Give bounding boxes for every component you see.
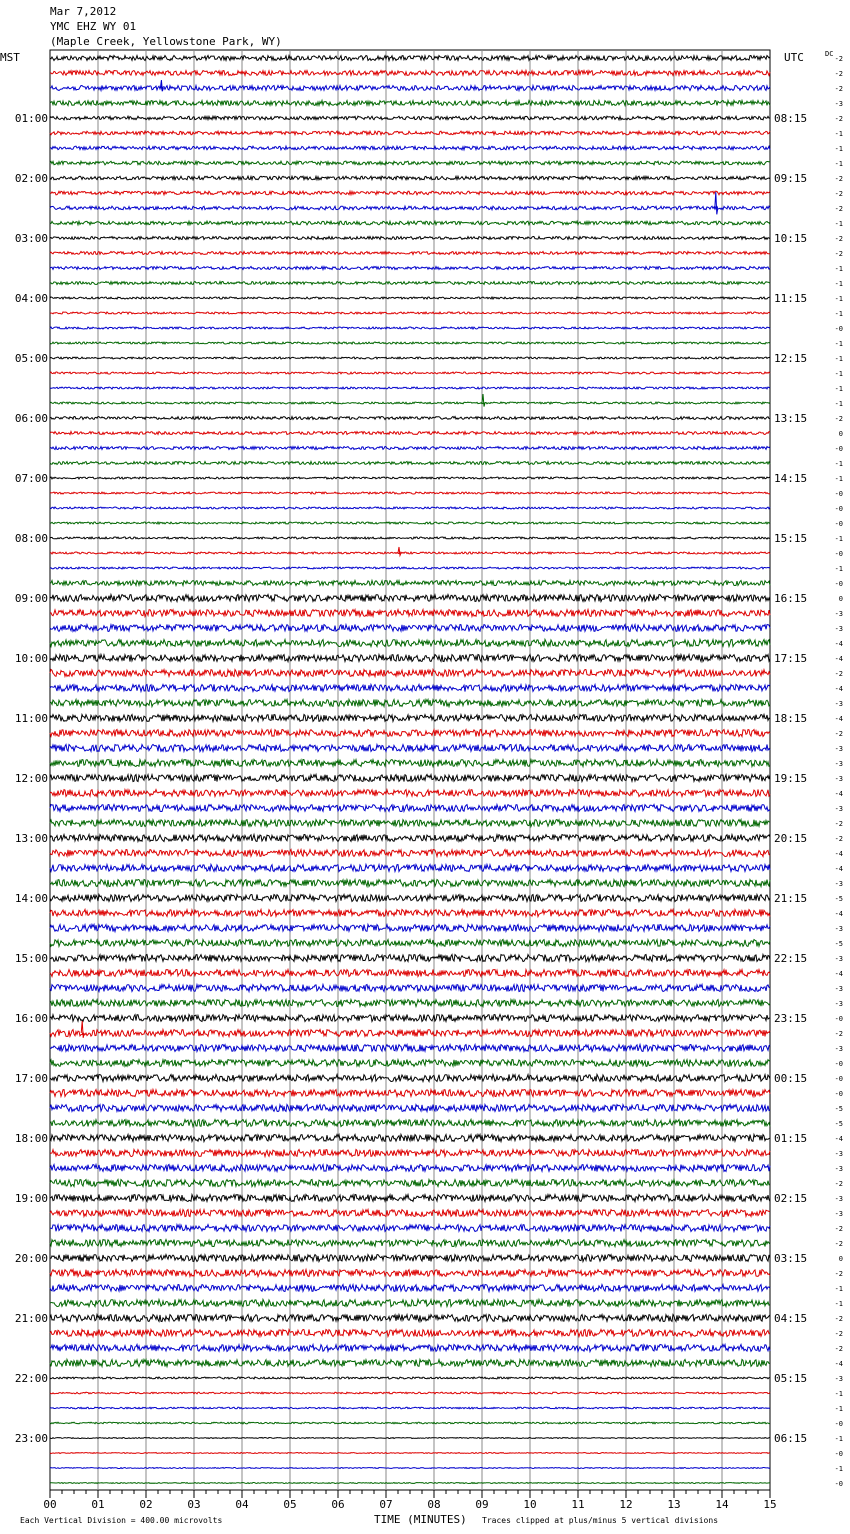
trace-line — [50, 1030, 770, 1037]
mst-hour-label: 09:00 — [14, 592, 48, 605]
utc-hour-label: 13:15 — [774, 412, 808, 425]
trace-line — [50, 1015, 770, 1022]
dc-offset-label: 0 — [838, 595, 843, 603]
dc-offset-label: -5 — [834, 1105, 843, 1113]
trace-line — [50, 970, 770, 977]
x-tick-label: 09 — [475, 1498, 489, 1511]
trace-line — [50, 417, 770, 420]
dc-offset-label: -2 — [834, 235, 843, 243]
dc-offset-label: -4 — [834, 1360, 843, 1368]
utc-hour-label: 20:15 — [774, 832, 808, 845]
dc-offset-label: -3 — [834, 745, 843, 753]
utc-hour-label: 22:15 — [774, 952, 808, 965]
trace-line — [50, 387, 770, 389]
dc-offset-label: -1 — [834, 1300, 843, 1308]
footer-clip-note: Traces clipped at plus/minus 5 vertical divisions — [482, 1516, 719, 1525]
mst-hour-label: 22:00 — [14, 1372, 48, 1385]
dc-offset-label: -3 — [834, 700, 843, 708]
utc-hour-label: 12:15 — [774, 352, 808, 365]
mst-hour-label: 02:00 — [14, 172, 48, 185]
trace-line — [50, 760, 770, 767]
utc-hour-label: 01:15 — [774, 1132, 808, 1145]
trace-line — [50, 1075, 770, 1082]
trace-line — [50, 1438, 770, 1439]
mst-hour-label: 06:00 — [14, 412, 48, 425]
mst-hour-label: 14:00 — [14, 892, 48, 905]
x-tick-label: 03 — [187, 1498, 201, 1511]
mst-hour-label: 21:00 — [14, 1312, 48, 1325]
utc-hour-label: 05:15 — [774, 1372, 808, 1385]
trace-line — [50, 507, 770, 509]
dc-offset-label: -5 — [834, 895, 843, 903]
trace-line — [50, 730, 770, 737]
dc-offset-label: -2 — [834, 1180, 843, 1188]
dc-offset-label: -3 — [834, 1210, 843, 1218]
dc-offset-label: -0 — [834, 1420, 843, 1428]
trace-line — [50, 402, 770, 404]
dc-offset-label: -1 — [834, 1390, 843, 1398]
dc-offset-label: -1 — [834, 565, 843, 573]
dc-offset-label: 0 — [838, 1255, 843, 1263]
trace-line — [50, 372, 770, 374]
trace-line — [50, 267, 770, 270]
trace-line — [50, 1360, 770, 1367]
trace-line — [50, 655, 770, 662]
dc-offset-label: -2 — [834, 1225, 843, 1233]
dc-offset-label: -1 — [834, 1285, 843, 1293]
trace-line — [50, 835, 770, 842]
dc-offset-label: -1 — [834, 340, 843, 348]
dc-offset-label: -2 — [834, 1315, 843, 1323]
trace-line — [50, 985, 770, 992]
dc-offset-label: -1 — [834, 1465, 843, 1473]
trace-line — [50, 567, 770, 569]
utc-hour-label: 04:15 — [774, 1312, 808, 1325]
dc-offset-label: -4 — [834, 910, 843, 918]
trace-line — [50, 700, 770, 707]
trace-line — [50, 206, 770, 210]
dc-offset-label: -1 — [834, 145, 843, 153]
trace-line — [50, 790, 770, 797]
trace-line — [50, 940, 770, 947]
dc-offset-label: -1 — [834, 1405, 843, 1413]
trace-line — [50, 850, 770, 857]
utc-hour-label: 11:15 — [774, 292, 808, 305]
date-label: Mar 7,2012 — [50, 5, 117, 18]
x-tick-label: 08 — [427, 1498, 441, 1511]
x-tick-label: 01 — [91, 1498, 105, 1511]
dc-offset-label: -2 — [834, 415, 843, 423]
x-tick-label: 00 — [43, 1498, 57, 1511]
dc-offset-label: -1 — [834, 460, 843, 468]
dc-offset-label: -3 — [834, 1045, 843, 1053]
dc-offset-label: -3 — [834, 955, 843, 963]
dc-offset-label: -4 — [834, 850, 843, 858]
dc-offset-label: -3 — [834, 775, 843, 783]
trace-line — [50, 237, 770, 240]
trace-line — [50, 910, 770, 917]
mst-hour-label: 17:00 — [14, 1072, 48, 1085]
utc-hour-label: 16:15 — [774, 592, 808, 605]
dc-offset-label: -1 — [834, 280, 843, 288]
dc-offset-label: -2 — [834, 250, 843, 258]
trace-line — [50, 1105, 770, 1112]
dc-offset-label: -3 — [834, 985, 843, 993]
trace-line — [50, 1407, 770, 1409]
mst-hour-label: 16:00 — [14, 1012, 48, 1025]
trace-line — [50, 1060, 770, 1067]
dc-offset-label: -2 — [834, 85, 843, 93]
dc-offset-label: -0 — [834, 1450, 843, 1458]
trace-line — [50, 492, 770, 494]
dc-offset-label: -0 — [834, 520, 843, 528]
event-spike — [715, 192, 718, 214]
trace-line — [50, 191, 770, 195]
dc-offset-label: -2 — [834, 1270, 843, 1278]
dc-offset-label: -5 — [834, 940, 843, 948]
utc-hour-label: 08:15 — [774, 112, 808, 125]
dc-offset-label: -3 — [834, 100, 843, 108]
trace-line — [50, 432, 770, 435]
dc-offset-label: -4 — [834, 790, 843, 798]
mst-hour-label: 18:00 — [14, 1132, 48, 1145]
dc-offset-label: -2 — [834, 835, 843, 843]
dc-offset-label: -2 — [834, 1240, 843, 1248]
x-tick-label: 13 — [667, 1498, 681, 1511]
x-tick-label: 15 — [763, 1498, 777, 1511]
footer-scale-note: Each Vertical Division = 400.00 microvolts — [20, 1516, 223, 1525]
dc-offset-label: -1 — [834, 385, 843, 393]
trace-line — [50, 342, 770, 344]
x-tick-label: 05 — [283, 1498, 297, 1511]
trace-line — [50, 1210, 770, 1217]
dc-offset-label: -1 — [834, 400, 843, 408]
mst-hour-label: 13:00 — [14, 832, 48, 845]
mst-hour-label: 04:00 — [14, 292, 48, 305]
trace-line — [50, 131, 770, 135]
trace-line — [50, 116, 770, 120]
trace-line — [50, 1120, 770, 1127]
dc-offset-label: -2 — [834, 1345, 843, 1353]
dc-offset-label: -2 — [834, 70, 843, 78]
trace-line — [50, 805, 770, 812]
dc-offset-label: -3 — [834, 1150, 843, 1158]
utc-hour-label: 00:15 — [774, 1072, 808, 1085]
dc-offset-label: -2 — [834, 55, 843, 63]
dc-offset-label: -3 — [834, 760, 843, 768]
x-tick-label: 12 — [619, 1498, 633, 1511]
utc-hour-label: 06:15 — [774, 1432, 808, 1445]
x-tick-label: 02 — [139, 1498, 153, 1511]
trace-line — [50, 357, 770, 359]
mst-hour-label: 15:00 — [14, 952, 48, 965]
utc-hour-label: 09:15 — [774, 172, 808, 185]
trace-line — [50, 775, 770, 782]
mst-hour-label: 10:00 — [14, 652, 48, 665]
dc-offset-label: -4 — [834, 685, 843, 693]
dc-offset-label: -0 — [834, 325, 843, 333]
mst-hour-label: 12:00 — [14, 772, 48, 785]
dc-offset-label: -4 — [834, 865, 843, 873]
utc-hour-label: 19:15 — [774, 772, 808, 785]
dc-offset-label: -1 — [834, 475, 843, 483]
dc-offset-label: -0 — [834, 1060, 843, 1068]
trace-line — [50, 1150, 770, 1157]
trace-line — [50, 1377, 770, 1379]
station-label: YMC EHZ WY 01 — [50, 20, 137, 33]
dc-offset-label: -0 — [834, 550, 843, 558]
trace-line — [50, 865, 770, 872]
dc-offset-label: -1 — [834, 295, 843, 303]
utc-hour-label: 23:15 — [774, 1012, 808, 1025]
dc-offset-label: -1 — [834, 310, 843, 318]
dc-offset-label: -3 — [834, 610, 843, 618]
trace-line — [50, 1453, 770, 1454]
mst-hour-label: 01:00 — [14, 112, 48, 125]
utc-hour-label: 14:15 — [774, 472, 808, 485]
trace-line — [50, 462, 770, 465]
dc-offset-label: -5 — [834, 1120, 843, 1128]
trace-line — [50, 282, 770, 285]
mst-hour-label: 20:00 — [14, 1252, 48, 1265]
utc-hour-label: 21:15 — [774, 892, 808, 905]
dc-offset-label: -3 — [834, 805, 843, 813]
trace-line — [50, 1135, 770, 1142]
dc-offset-label: -3 — [834, 925, 843, 933]
dc-offset-label: -2 — [834, 820, 843, 828]
trace-line — [50, 1045, 770, 1052]
trace-line — [50, 297, 770, 299]
trace-line — [50, 581, 770, 586]
trace-line — [50, 221, 770, 225]
trace-line — [50, 176, 770, 180]
x-tick-label: 04 — [235, 1498, 249, 1511]
dc-offset-label: -2 — [834, 670, 843, 678]
dc-offset-label: -0 — [834, 1075, 843, 1083]
trace-line — [50, 1345, 770, 1352]
mst-hour-label: 03:00 — [14, 232, 48, 245]
trace-line — [50, 1165, 770, 1172]
dc-offset-label: -0 — [834, 505, 843, 513]
trace-line — [50, 447, 770, 450]
x-tick-label: 06 — [331, 1498, 345, 1511]
trace-line — [50, 640, 770, 647]
dc-offset-label: -0 — [834, 490, 843, 498]
trace-line — [50, 880, 770, 887]
trace-line — [50, 146, 770, 150]
trace-line — [50, 1330, 770, 1337]
dc-offset-label: -2 — [834, 115, 843, 123]
dc-offset-label: -1 — [834, 220, 843, 228]
trace-line — [50, 1225, 770, 1232]
trace-line — [50, 101, 770, 106]
dc-offset-label: -1 — [834, 370, 843, 378]
left-axis-label: MST — [0, 51, 20, 64]
trace-line — [50, 86, 770, 91]
dc-offset-label: -1 — [834, 1435, 843, 1443]
trace-line — [50, 1255, 770, 1262]
trace-line — [50, 56, 770, 61]
trace-line — [50, 955, 770, 962]
trace-line — [50, 895, 770, 902]
x-tick-label: 11 — [571, 1498, 585, 1511]
dc-offset-label: -3 — [834, 1195, 843, 1203]
trace-line — [50, 625, 770, 632]
dc-offset-label: -3 — [834, 1000, 843, 1008]
trace-line — [50, 1195, 770, 1202]
x-axis-title: TIME (MINUTES) — [374, 1513, 467, 1526]
trace-line — [50, 312, 770, 314]
mst-hour-label: 08:00 — [14, 532, 48, 545]
mst-hour-label: 07:00 — [14, 472, 48, 485]
x-tick-label: 14 — [715, 1498, 729, 1511]
dc-offset-label: -3 — [834, 1165, 843, 1173]
trace-line — [50, 252, 770, 255]
dc-offset-label: 0 — [838, 430, 843, 438]
trace-line — [50, 1392, 770, 1394]
trace-line — [50, 1180, 770, 1187]
event-spike — [81, 1021, 84, 1038]
dc-offset-label: -2 — [834, 190, 843, 198]
x-tick-label: 10 — [523, 1498, 537, 1511]
trace-line — [50, 522, 770, 524]
trace-line — [50, 820, 770, 827]
trace-line — [50, 610, 770, 617]
dc-offset-label: -2 — [834, 1330, 843, 1338]
mst-hour-label: 23:00 — [14, 1432, 48, 1445]
dc-offset-label: -1 — [834, 265, 843, 273]
trace-line — [50, 1000, 770, 1007]
location-label: (Maple Creek, Yellowstone Park, WY) — [50, 35, 282, 48]
utc-hour-label: 15:15 — [774, 532, 808, 545]
dc-offset-label: -0 — [834, 1015, 843, 1023]
trace-line — [50, 1090, 770, 1097]
trace-line — [50, 1468, 770, 1469]
trace-line — [50, 537, 770, 539]
mst-hour-label: 19:00 — [14, 1192, 48, 1205]
mst-hour-label: 11:00 — [14, 712, 48, 725]
trace-line — [50, 715, 770, 722]
dc-offset-label: -1 — [834, 160, 843, 168]
trace-line — [50, 745, 770, 752]
dc-offset-label: -3 — [834, 1375, 843, 1383]
trace-line — [50, 595, 770, 602]
dc-offset-label: -0 — [834, 445, 843, 453]
mst-hour-label: 05:00 — [14, 352, 48, 365]
utc-hour-label: 18:15 — [774, 712, 808, 725]
trace-line — [50, 327, 770, 329]
utc-hour-label: 02:15 — [774, 1192, 808, 1205]
trace-line — [50, 161, 770, 165]
trace-line — [50, 1285, 770, 1292]
dc-offset-label: -4 — [834, 640, 843, 648]
dc-offset-label: -0 — [834, 1090, 843, 1098]
trace-line — [50, 1422, 770, 1424]
trace-line — [50, 1483, 770, 1484]
dc-offset-label: -2 — [834, 1030, 843, 1038]
event-spike — [398, 547, 401, 555]
dc-offset-label: -2 — [834, 730, 843, 738]
right-axis-label: UTC — [784, 51, 804, 64]
dc-offset-label: -4 — [834, 655, 843, 663]
x-tick-label: 07 — [379, 1498, 393, 1511]
trace-line — [50, 1315, 770, 1322]
utc-hour-label: 17:15 — [774, 652, 808, 665]
dc-offset-label: -1 — [834, 535, 843, 543]
utc-hour-label: 10:15 — [774, 232, 808, 245]
trace-line — [50, 670, 770, 677]
dc-offset-label: -4 — [834, 715, 843, 723]
utc-hour-label: 03:15 — [774, 1252, 808, 1265]
dc-offset-label: -4 — [834, 1135, 843, 1143]
trace-line — [50, 552, 770, 554]
trace-line — [50, 1270, 770, 1277]
dc-offset-label: -1 — [834, 130, 843, 138]
dc-offset-label: -1 — [834, 355, 843, 363]
trace-line — [50, 477, 770, 479]
dc-offset-label: -2 — [834, 205, 843, 213]
event-spike — [160, 80, 163, 91]
trace-line — [50, 685, 770, 692]
trace-line — [50, 71, 770, 76]
dc-offset-label: -0 — [834, 1480, 843, 1488]
trace-line — [50, 1240, 770, 1247]
trace-line — [50, 925, 770, 932]
dc-offset-label: -0 — [834, 580, 843, 588]
dc-label: DC — [825, 50, 834, 58]
dc-offset-label: -2 — [834, 175, 843, 183]
dc-offset-label: -4 — [834, 970, 843, 978]
trace-line — [50, 1300, 770, 1307]
dc-offset-label: -3 — [834, 625, 843, 633]
dc-offset-label: -3 — [834, 880, 843, 888]
